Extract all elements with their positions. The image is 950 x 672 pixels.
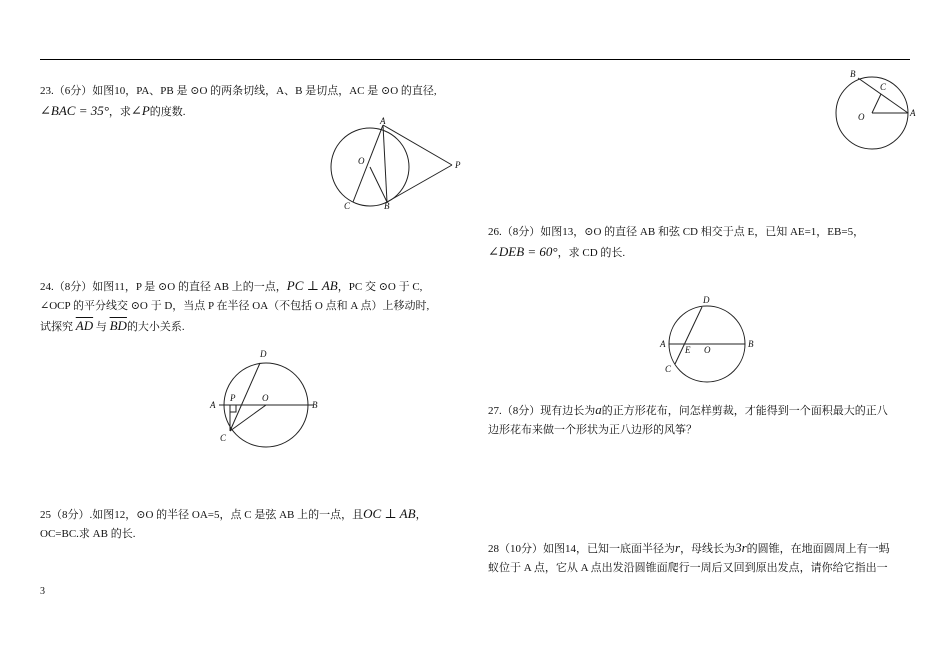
q28-var-3r: 3r	[735, 540, 747, 555]
q27-line2: 边形花布来做一个形状为正八边形的风筝？	[488, 424, 697, 436]
q26-angle-deb: ∠DEB = 60°	[488, 244, 558, 259]
q24-line2: ∠OCP 的平分线交 ⊙O 于 D，当点 P 在半径 OA（不包括 O 点和 A 点）上移动时,	[40, 300, 430, 312]
fig10-label-b: B	[384, 201, 390, 211]
q24-line1-text: 24.（8分）如图11，P 是 ⊙O 的直径 AB 上的一点，	[40, 281, 287, 293]
fig11-label-c: C	[220, 433, 227, 443]
fig13-label-c: C	[665, 364, 672, 374]
fig12-label-o: O	[858, 112, 865, 122]
fig10-tangent-pb	[387, 165, 452, 202]
fig11-right-angle	[230, 405, 236, 412]
question-27	[488, 400, 888, 440]
fig11-label-b: B	[312, 400, 318, 410]
fig13-label-a: A	[660, 339, 666, 349]
figure-11	[205, 345, 330, 445]
q24-line1	[40, 276, 429, 297]
fig11-label-p: P	[230, 393, 236, 403]
q25-line1-text: 25（8分）.如图12，⊙O 的半径 OA=5，点 C 是弦 AB 上的一点，且	[40, 509, 364, 521]
fig13-label-d: D	[703, 295, 710, 305]
fig13-chord-cd	[675, 307, 702, 364]
question-25	[40, 504, 427, 544]
q24-line1-post: ，PC 交 ⊙O 于 C,	[337, 281, 423, 293]
fig13-label-o: O	[704, 345, 711, 355]
q24-and: 与	[95, 321, 107, 333]
q24-line3	[40, 316, 429, 337]
q24-relation: 的大小关系.	[126, 321, 185, 333]
fig10-ob	[370, 167, 387, 202]
q28-line1	[488, 538, 890, 559]
fig10-label-c: C	[344, 201, 351, 211]
fig11-label-d: D	[260, 349, 267, 359]
q28-line1-mid: ，母线长为	[680, 543, 736, 555]
page-number: 3	[40, 586, 45, 597]
q25-line1-post: ，	[415, 509, 427, 521]
fig12-label-b: B	[850, 69, 856, 79]
q23-end: 的度数.	[149, 106, 186, 118]
figure-10	[325, 115, 465, 215]
q27-var-a: a	[595, 402, 602, 417]
q25-line1	[40, 504, 427, 525]
fig12-label-a: A	[910, 108, 916, 118]
q28-line2: 蚁位于 A 点，它从 A 点出发沿圆锥面爬行一周后又回到原出发点，请你给它指出一	[488, 562, 888, 574]
fig11-label-a: A	[210, 400, 216, 410]
q23-angle-p: ∠P	[130, 103, 150, 118]
q24-explore: 试探究	[40, 321, 73, 333]
q23-ask: ，求	[108, 106, 131, 118]
q28-var-r: r	[675, 540, 681, 555]
fig11-label-o: O	[262, 393, 269, 403]
fig10-label-o: O	[358, 156, 365, 166]
fig12-label-c: C	[880, 82, 887, 92]
q23-angle-bac: ∠BAC = 35°	[40, 103, 109, 118]
q28-line1-post: 的圆锥，在地面圆周上有一蚂	[746, 543, 890, 555]
q27-line1-post: 的正方形花布，问怎样剪裁，才能得到一个面积最大的正八	[601, 405, 888, 417]
q25-oc-perp-ab: OC ⊥ AB	[363, 506, 416, 521]
fig10-chord-ab	[383, 125, 387, 202]
q26-line1: 26.（8分）如图13，⊙O 的直径 AB 和弦 CD 相交于点 E，已知 AE=1，EB=5，	[488, 226, 865, 238]
q27-line1-text: 27.（8分）现有边长为	[488, 405, 596, 417]
question-28	[488, 538, 890, 578]
q28-line1-text: 28（10分）如图14，已知一底面半径为	[488, 543, 675, 555]
q24-arc-ad: $\overline{AD}$	[75, 318, 94, 333]
question-24	[40, 276, 429, 337]
q23-line1: 23.（6分）如图10，PA、PB 是 ⊙O 的两条切线，A、B 是切点，AC 是 ⊙O 的直径,	[40, 85, 437, 97]
q24-arc-bd: $\overline{BD}$	[109, 318, 127, 333]
q26-line2-post: ，求 CD 的长.	[557, 247, 626, 259]
figure-12	[830, 68, 920, 153]
q26-line2	[488, 242, 864, 263]
header-rule	[40, 59, 910, 60]
q24-pc-perp-ab: PC ⊥ AB	[286, 278, 338, 293]
q27-line1	[488, 400, 888, 421]
fig10-label-a: A	[380, 116, 386, 126]
figure-13	[655, 292, 765, 387]
question-26	[488, 223, 864, 263]
q25-line2: OC=BC.求 AB 的长.	[40, 528, 136, 540]
fig10-tangent-pa	[383, 125, 452, 165]
fig13-label-b: B	[748, 339, 754, 349]
fig12-oc	[872, 94, 881, 113]
fig10-label-p: P	[455, 160, 461, 170]
fig13-label-e: E	[685, 345, 691, 355]
